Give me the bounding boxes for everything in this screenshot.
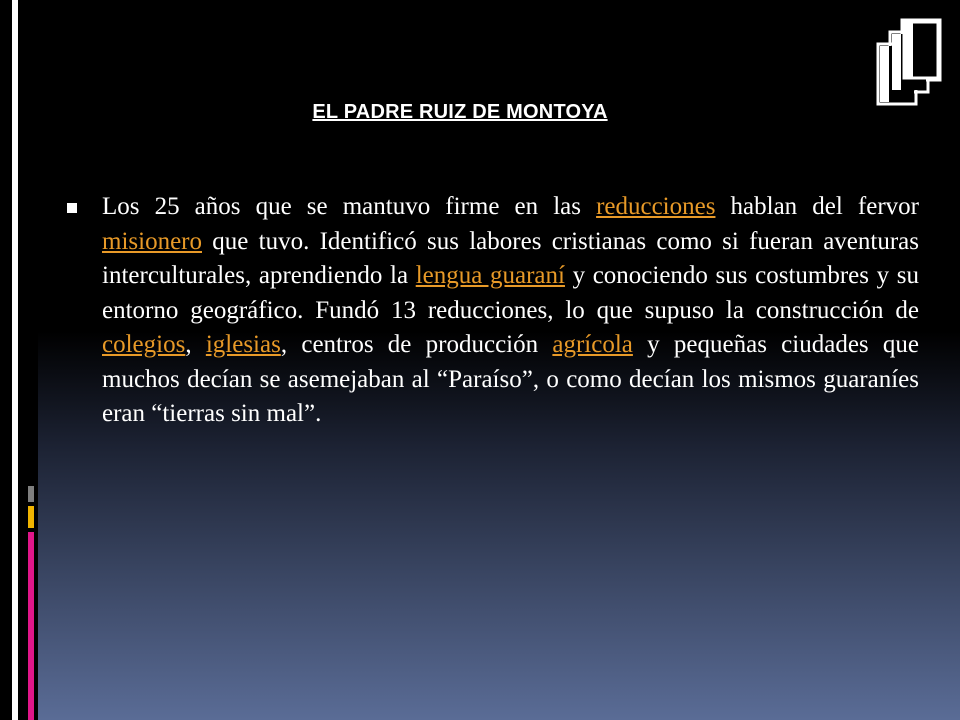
paragraph-text: y conociendo sus costumbres y su entorno geográfico. Fundó 13 reducciones, lo que supuso la construcción de (102, 262, 919, 324)
paragraph-text: y pequeñas ciudades que muchos decían se asemejaban al “Paraíso”, o como decían los mismos guaraníes eran “tierras sin mal”. (102, 331, 919, 427)
paragraph-text: , (185, 331, 206, 358)
accent-bar-yellow (28, 506, 34, 528)
square-bullet-icon (67, 203, 77, 213)
body-paragraph (102, 190, 919, 432)
hyperlink-iglesias[interactable]: iglesias (205, 331, 281, 358)
hyperlink-agrícola[interactable]: agrícola (552, 331, 633, 358)
slide-title: EL PADRE RUIZ DE MONTOYA (312, 101, 608, 123)
hyperlink-misionero[interactable]: misionero (102, 227, 202, 255)
hyperlink-reducciones[interactable]: reducciones (596, 193, 716, 220)
accent-bar-pink (28, 532, 34, 720)
paragraph-text: hablan del fervor (715, 193, 919, 220)
paragraph-text: que tuvo. Identificó sus labores cristianas como si fueran aventuras interculturales, aprendiendo la (102, 227, 919, 289)
hyperlink-lengua-guaraní[interactable]: lengua guaraní (415, 262, 565, 289)
paragraph-text: , centros de producción (280, 331, 553, 358)
accent-bar-white-top (12, 0, 18, 474)
accent-bar-gray (28, 486, 34, 502)
paragraph-text: Los 25 años que se mantuvo firme en las (102, 193, 597, 220)
accent-bar-white-bottom (12, 474, 18, 720)
hyperlink-colegios[interactable]: colegios (102, 331, 186, 358)
folder-stack-icon (876, 14, 946, 114)
